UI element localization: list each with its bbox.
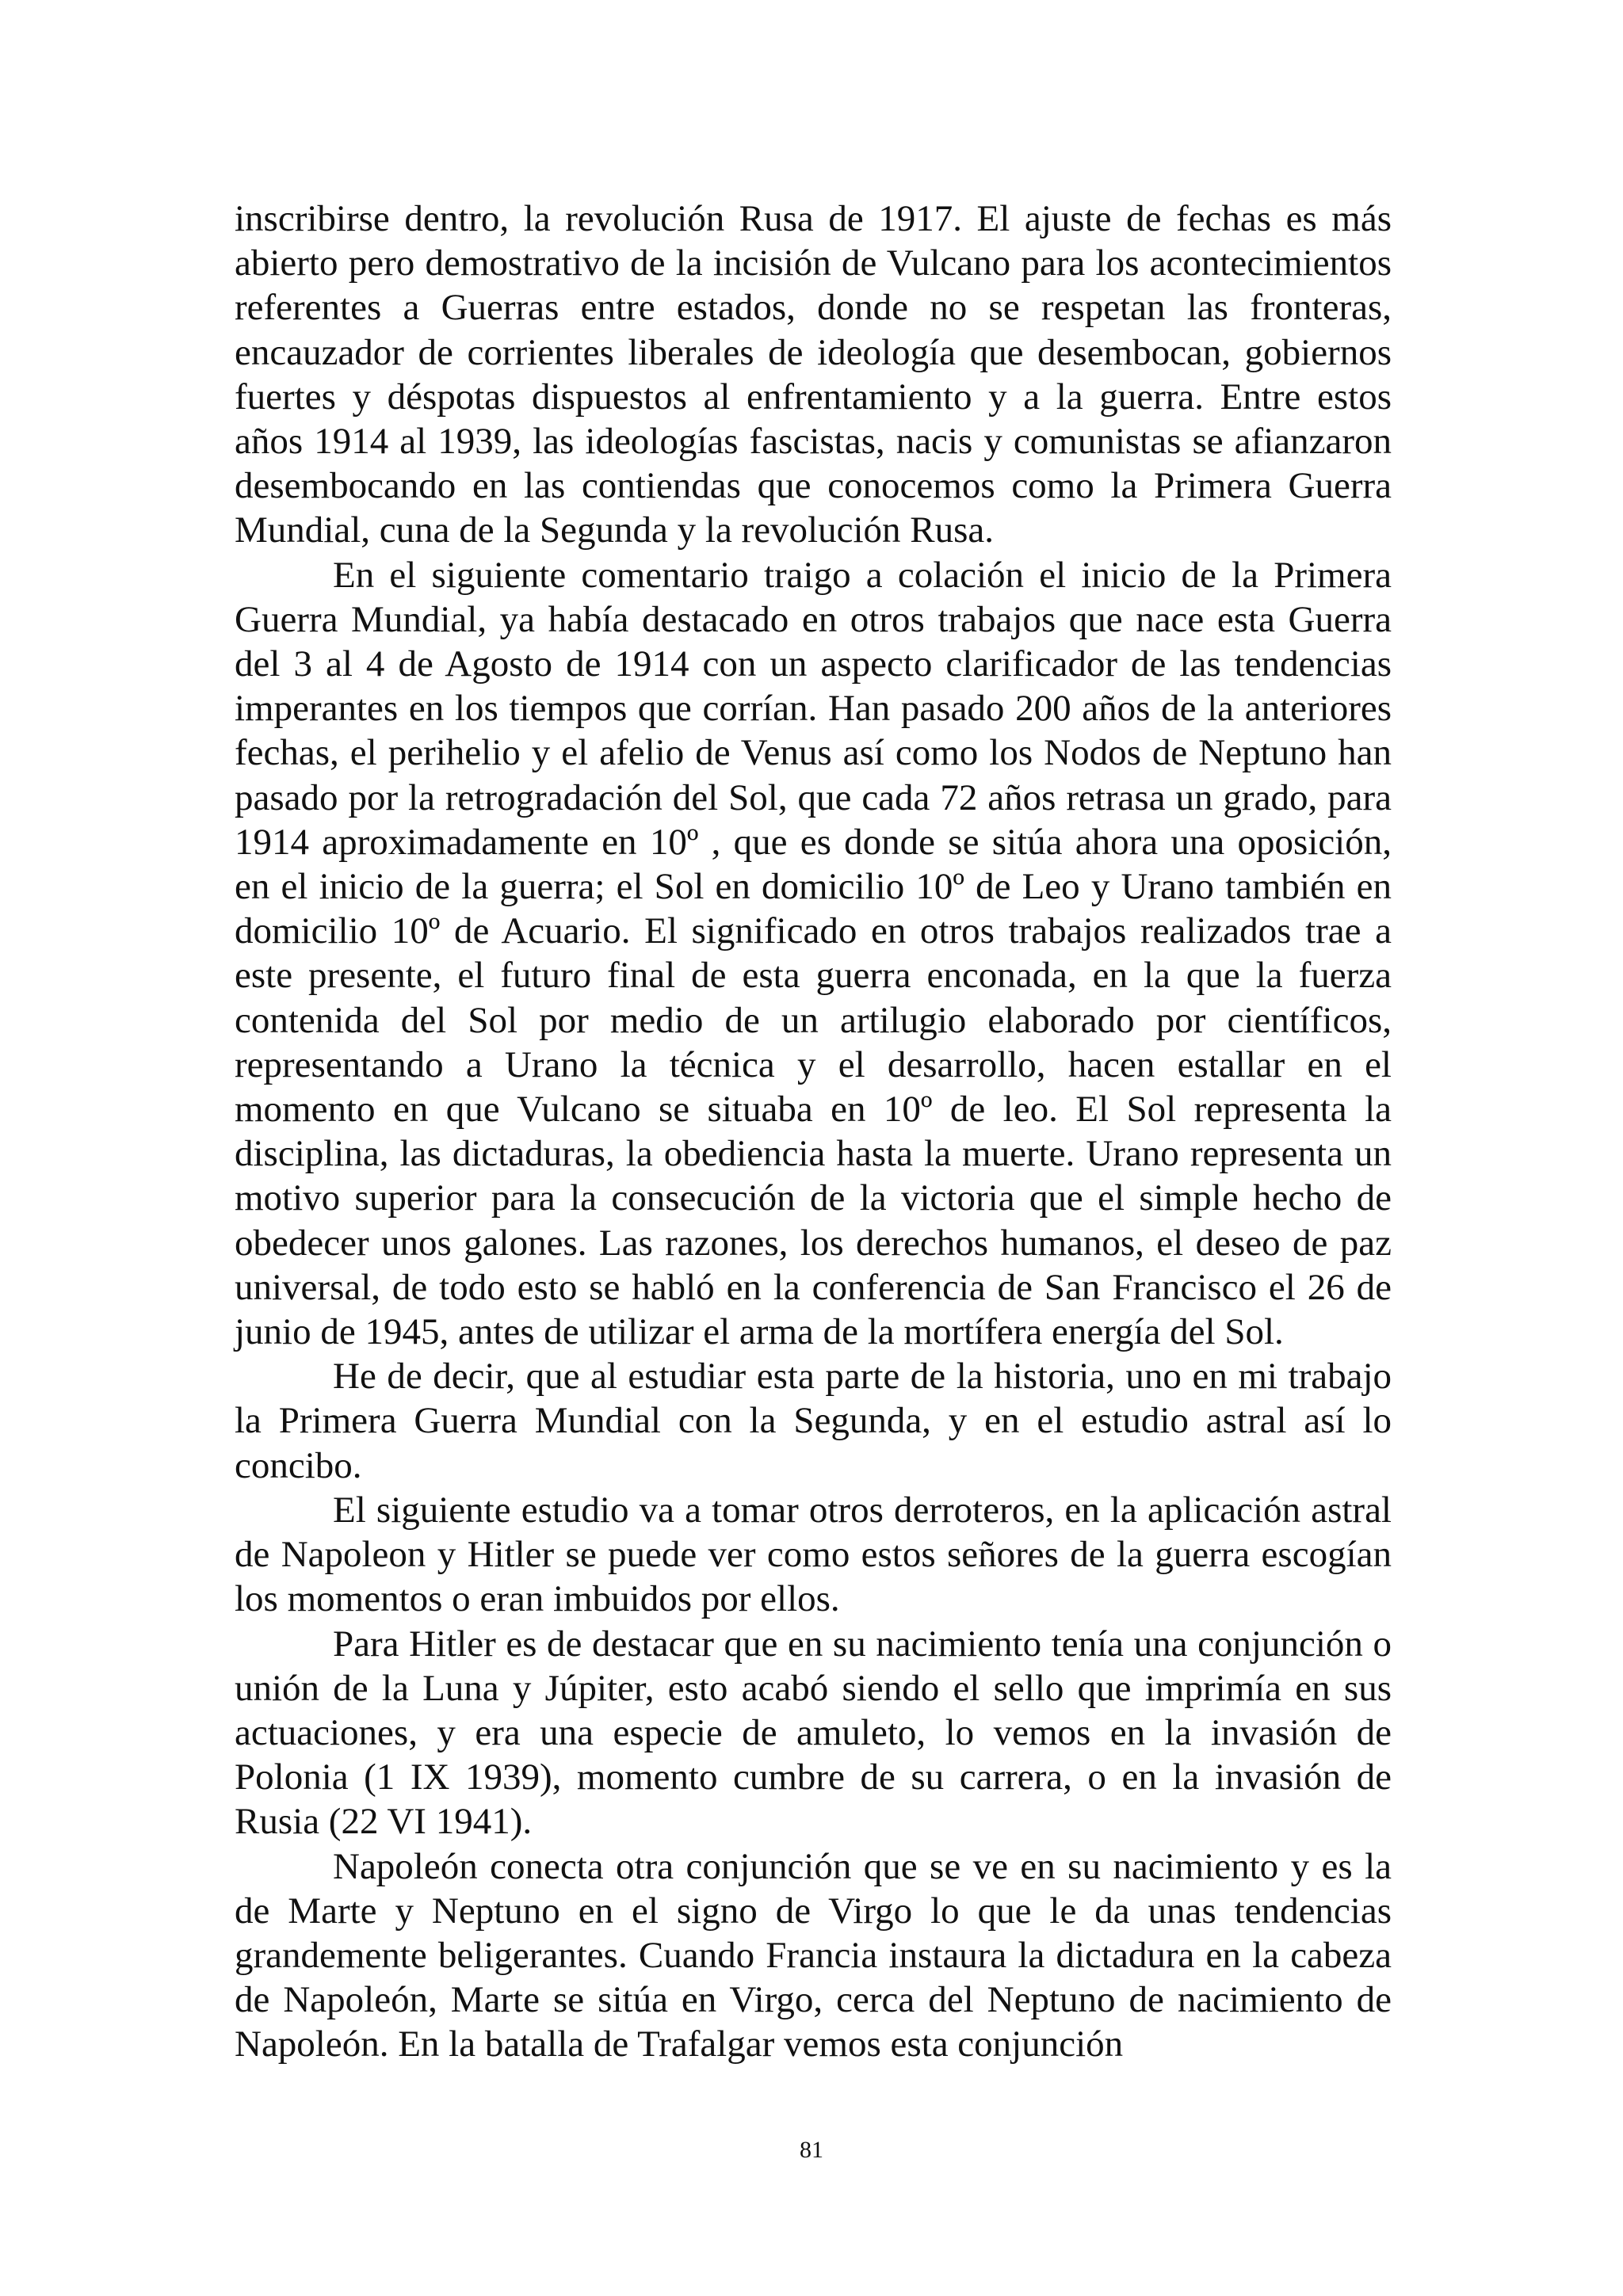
document-page bbox=[235, 196, 1392, 2106]
paragraph-2: En el siguiente comentario traigo a colación el inicio de la Primera Guerra Mundial, ya había destacado en otros trabajos que nace esta Guerra del 3 al 4 de Agosto de 1914 con un aspecto clarificador de las tendencias imperantes en los tiempos que corrían. Han pasado 200 años de la anteriores fechas, el perihelio y el afelio de Venus así como los Nodos de Neptuno han pasado por la retrogradación del Sol, que cada 72 años retrasa un grado, para 1914 aproximadamente en 10º , que es donde se sitúa ahora una oposición, en el inicio de la guerra; el Sol en domicilio 10º de Leo y Urano también en domicilio 10º de Acuario. El significado en otros trabajos realizados trae a este presente, el futuro final de esta guerra enconada, en la que la fuerza contenida del Sol por medio de un artilugio elaborado por científicos, representando a Urano la técnica y el desarrollo, hacen estallar en el momento en que Vulcano se situaba en 10º de leo. El Sol representa la disciplina, las dictaduras, la obediencia hasta la muerte. Urano representa un motivo superior para la consecución de la victoria que el simple hecho de obedecer unos galones. Las razones, los derechos humanos, el deseo de paz universal, de todo esto se habló en la conferencia de San Francisco el 26 de junio de 1945, antes de utilizar el arma de la mortífera energía del Sol. bbox=[235, 554, 1392, 1353]
paragraph-4: El siguiente estudio va a tomar otros derroteros, en la aplicación astral de Napoleon y Hitler se puede ver como estos señores de la guerra escogían los momentos o eran imbuidos por ellos. bbox=[235, 1489, 1392, 1620]
paragraph-1: inscribirse dentro, la revolución Rusa de 1917. El ajuste de fechas es más abierto pero demostrativo de la incisión de Vulcano para los acontecimientos referentes a Guerras entre estados, donde no se respetan las fronteras, encauzador de corrientes liberales de ideología que desembocan, gobiernos fuertes y déspotas dispuestos al enfrentamiento y a la guerra. Entre estos años 1914 al 1939, las ideologías fascistas, nacis y comunistas se afianzaron desembocando en las contiendas que conocemos como la Primera Guerra Mundial, cuna de la Segunda y la revolución Rusa. bbox=[235, 198, 1392, 551]
page-number: 81 bbox=[800, 2137, 823, 2163]
paragraph-6: Napoleón conecta otra conjunción que se ve en su nacimiento y es la de Marte y Neptuno en el signo de Virgo lo que le da unas tendencias grandemente beligerantes. Cuando Francia instaura la dictadura en la cabeza de Napoleón, Marte se sitúa en Virgo, cerca del Neptuno de nacimiento de Napoleón. En la batalla de Trafalgar vemos esta conjunción bbox=[235, 1845, 1392, 2065]
paragraph-5: Para Hitler es de destacar que en su nacimiento tenía una conjunción o unión de la Luna y Júpiter, esto acabó siendo el sello que imprimía en sus actuaciones, y era una especie de amuleto, lo vemos en la invasión de Polonia (1 IX 1939), momento cumbre de su carrera, o en la invasión de Rusia (22 VI 1941). bbox=[235, 1623, 1392, 1843]
document-body bbox=[235, 196, 1392, 2067]
paragraph-3: He de decir, que al estudiar esta parte de la historia, uno en mi trabajo la Primera Guerra Mundial con la Segunda, y en el estudio astral así lo concibo. bbox=[235, 1356, 1392, 1486]
